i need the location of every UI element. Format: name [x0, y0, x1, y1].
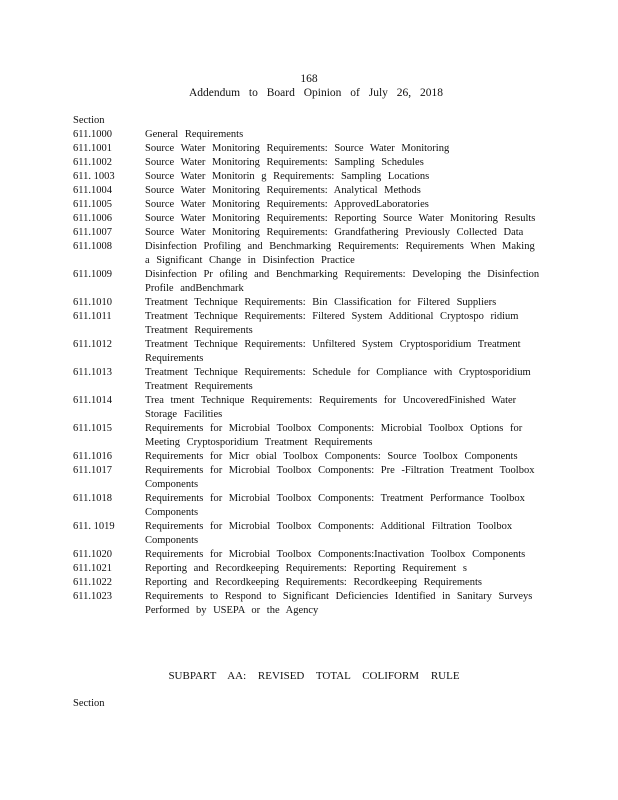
section-title: Reporting and Recordkeeping Requirements: Recordkeeping Requirements — [145, 577, 482, 588]
section-title: Source Water Monitoring Requirements: ApprovedLaboratories — [145, 199, 429, 210]
toc-row — [73, 548, 543, 562]
section-title: Requirements for Microbial Toolbox Components:Inactivation Toolbox Components — [145, 549, 526, 560]
toc-row — [73, 310, 543, 338]
section-title: Source Water Monitoring Requirements: Sampling Schedules — [145, 157, 424, 168]
section-number: 611. 1003 — [73, 171, 115, 182]
subpart-heading: SUBPART AA: REVISED TOTAL COLIFORM RULE — [168, 670, 460, 682]
section-title: Source Water Monitorin g Requirements: Sampling Locations — [145, 171, 430, 182]
toc-row — [73, 198, 543, 212]
section-title: Source Water Monitoring Requirements: Reporting Source Water Monitoring Results — [145, 213, 536, 224]
section-title: Requirements for Microbial Toolbox Components: Treatment Performance Toolbox Components — [145, 493, 525, 518]
toc-row — [73, 296, 543, 310]
section-number: 611.1009 — [73, 269, 112, 280]
section-title: Treatment Technique Requirements: Schedule for Compliance with Cryptosporidium Treatment Requirements — [145, 367, 531, 392]
section-number: 611.1013 — [73, 367, 112, 378]
section-number: 611.1002 — [73, 157, 112, 168]
page-number: 168 — [300, 73, 318, 85]
section-title: Requirements to Respond to Significant Deficiencies Identified in Sanitary Surveys Performed by USEPA or the Agency — [145, 591, 533, 616]
section-title: Treatment Technique Requirements: Filtered System Additional Cryptospo ridium Treatment Requirements — [145, 311, 519, 336]
section-number: 611. 1019 — [73, 521, 115, 532]
toc-row — [73, 366, 543, 394]
section-number: 611.1007 — [73, 227, 112, 238]
section-title: Treatment Technique Requirements: Bin Classification for Filtered Suppliers — [145, 297, 497, 308]
toc-row — [73, 156, 543, 170]
section-title: Source Water Monitoring Requirements: Source Water Monitoring — [145, 143, 450, 154]
section-title: General Requirements — [145, 129, 244, 140]
toc-row — [73, 562, 543, 576]
toc-row — [73, 590, 543, 618]
section-title: Source Water Monitoring Requirements: Analytical Methods — [145, 185, 421, 196]
section-title: Disinfection Pr ofiling and Benchmarking Requirements: Developing the Disinfection Profile andBenchmark — [145, 269, 540, 294]
section-number: 611.1011 — [73, 311, 112, 322]
section-number: 611.1014 — [73, 395, 112, 406]
section-number: 611.1010 — [73, 297, 112, 308]
section-title: Treatment Technique Requirements: Unfiltered System Cryptosporidium Treatment Requirements — [145, 339, 521, 364]
section-title: Requirements for Microbial Toolbox Components: Pre -Filtration Treatment Toolbox Components — [145, 465, 535, 490]
section-number: 611.1004 — [73, 185, 112, 196]
section-number: 611.1018 — [73, 493, 112, 504]
section-number: 611.1005 — [73, 199, 112, 210]
toc-row — [73, 142, 543, 156]
section-title: Requirements for Microbial Toolbox Components: Microbial Toolbox Options for Meeting Cryptosporidium Treatment Requirements — [145, 423, 523, 448]
section-title: Trea tment Technique Requirements: Requirements for UncoveredFinished Water Storage Facilities — [145, 395, 517, 420]
toc-row — [73, 394, 543, 422]
section-number: 611.1015 — [73, 423, 112, 434]
section-number: 611.1006 — [73, 213, 112, 224]
page-header: Addendum to Board Opinion of July 26, 2018 — [188, 87, 444, 99]
section-title: Reporting and Recordkeeping Requirements: Reporting Requirement s — [145, 563, 468, 574]
section-number: 611.1001 — [73, 143, 112, 154]
section-title: Requirements for Micr obial Toolbox Components: Source Toolbox Components — [145, 451, 518, 462]
section-label-bottom: Section — [73, 698, 105, 709]
toc-row — [73, 170, 543, 184]
toc-row — [73, 422, 543, 450]
section-title: Source Water Monitoring Requirements: Grandfathering Previously Collected Data — [145, 227, 524, 238]
section-number: 611.1023 — [73, 591, 112, 602]
toc-row — [73, 492, 543, 520]
section-number: 611.1016 — [73, 451, 112, 462]
toc-row — [73, 212, 543, 226]
toc-row — [73, 576, 543, 590]
toc-row — [73, 128, 543, 142]
section-label-top: Section — [73, 115, 105, 126]
section-number: 611.1008 — [73, 241, 112, 252]
toc-row — [73, 268, 543, 296]
section-title: Disinfection Profiling and Benchmarking Requirements: Requirements When Making a Significant Change in Disinfection Practice — [145, 241, 535, 266]
toc-row — [73, 450, 543, 464]
section-number: 611.1017 — [73, 465, 112, 476]
section-number: 611.1020 — [73, 549, 112, 560]
toc-row — [73, 240, 543, 268]
toc-row — [73, 226, 543, 240]
section-number: 611.1012 — [73, 339, 112, 350]
section-number: 611.1022 — [73, 577, 112, 588]
toc-row — [73, 184, 543, 198]
section-title: Requirements for Microbial Toolbox Components: Additional Filtration Toolbox Components — [145, 521, 513, 546]
toc-row — [73, 338, 543, 366]
table-of-contents — [73, 128, 543, 618]
section-number: 611.1000 — [73, 129, 112, 140]
toc-row — [73, 520, 543, 548]
toc-row — [73, 464, 543, 492]
section-number: 611.1021 — [73, 563, 112, 574]
